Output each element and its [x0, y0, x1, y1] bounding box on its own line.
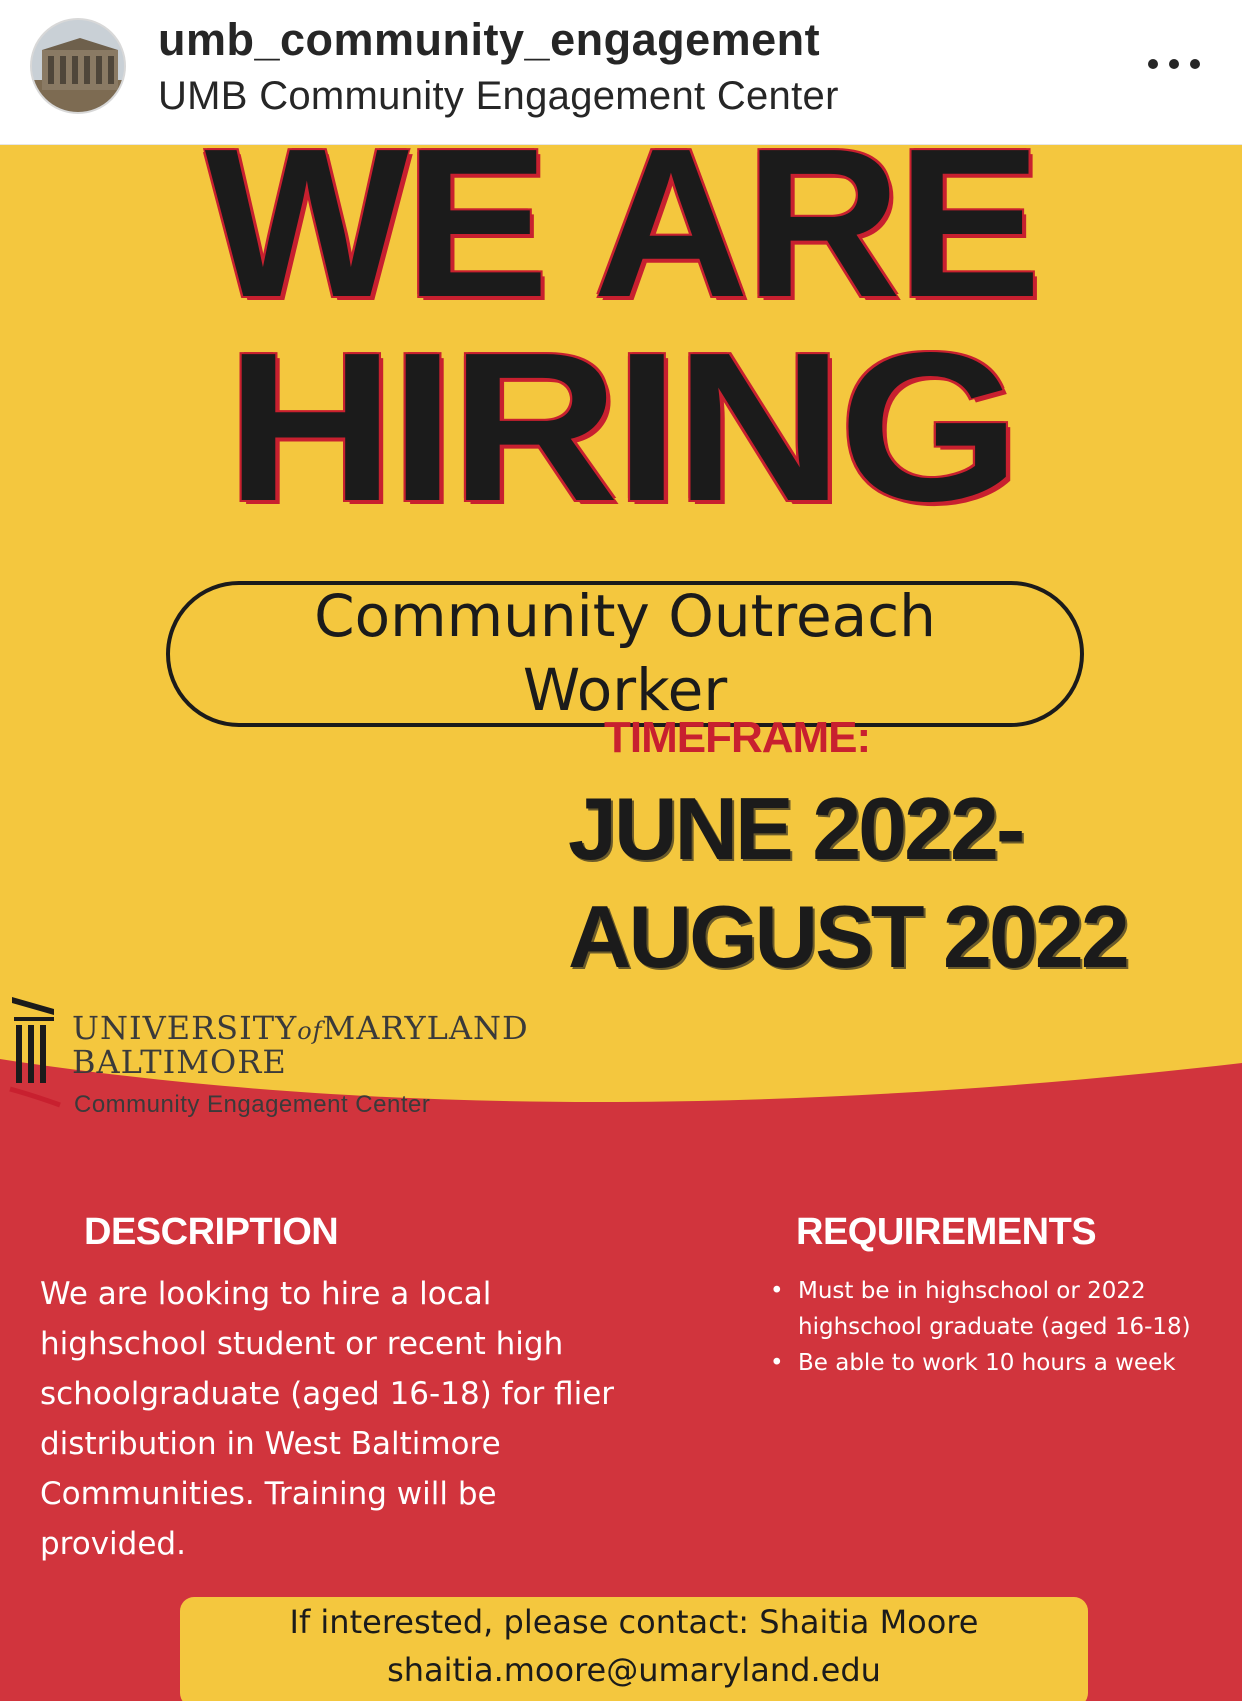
job-title-line2: Worker	[522, 656, 728, 724]
logo-center-name: Community Engagement Center	[74, 1091, 431, 1118]
timeframe-start: JUNE 2022-	[568, 779, 1023, 878]
headline-hiring: HIRING	[226, 308, 1016, 545]
umb-column-icon	[8, 991, 68, 1111]
requirement-item: • Must be in highschool or 2022 highschool graduate (aged 16-18)	[770, 1273, 1210, 1345]
requirements-heading: REQUIREMENTS	[796, 1211, 1097, 1253]
post-image-flyer	[0, 145, 1242, 1701]
post-header	[0, 0, 1242, 145]
job-title	[166, 579, 1084, 727]
username-link[interactable]: umb_community_engagement	[158, 14, 821, 65]
contact-text: If interested, please contact: Shaitia Moore	[289, 1603, 979, 1641]
timeframe-end: AUGUST 2022	[568, 887, 1127, 986]
description-heading: DESCRIPTION	[84, 1211, 339, 1253]
headline-we-are: WE ARE	[204, 145, 1038, 341]
logo-university-of-maryland: UNIVERSITYofMARYLAND	[72, 1009, 529, 1047]
logo-baltimore: BALTIMORE	[72, 1043, 287, 1081]
timeframe-label: TIMEFRAME:	[604, 713, 871, 762]
requirement-item: • Be able to work 10 hours a week	[770, 1345, 1210, 1381]
umb-logo	[8, 991, 548, 1181]
account-display-name: UMB Community Engagement Center	[158, 74, 839, 118]
avatar[interactable]	[30, 18, 126, 114]
requirements-list	[770, 1273, 1210, 1381]
timeframe-dates	[568, 775, 1127, 991]
contact-email: shaitia.moore@umaryland.edu	[387, 1651, 881, 1689]
more-options-icon[interactable]	[1148, 52, 1200, 76]
description-text: We are looking to hire a local highschool student or recent high schoolgraduate (aged 16-18) for flier distribution in West Baltimore Communities. Training will be provided.	[40, 1276, 615, 1562]
job-title-line1: Community Outreach	[314, 582, 936, 650]
building-photo-icon	[32, 20, 126, 114]
